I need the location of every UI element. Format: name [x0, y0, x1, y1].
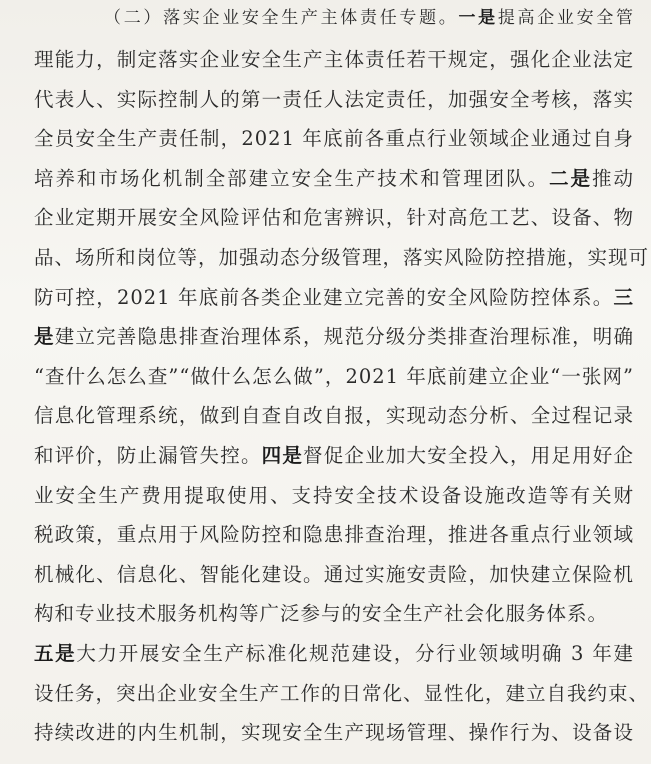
- text-line: [34, 563, 634, 587]
- bold-marker: 二是: [549, 166, 593, 190]
- text-segment: 设任务，突出企业安全生产工作的日常化、显性化，建立自我约束、: [34, 681, 650, 705]
- section-heading: [104, 6, 634, 30]
- text-segment: 机械化、信息化、智能化建设。通过实施安责险，加快建立保险机: [34, 562, 634, 586]
- text-line: [34, 286, 634, 310]
- text-segment: 信息化管理系统，做到自查自改自报，实现动态分析、全过程记录: [34, 404, 634, 428]
- text-line: [34, 642, 634, 666]
- bold-marker: 五是: [34, 642, 77, 665]
- text-line: [34, 681, 650, 706]
- text-line: [34, 444, 634, 468]
- text-line: [34, 246, 650, 270]
- bold-marker: 是: [34, 325, 55, 349]
- text-segment: 推动: [592, 166, 634, 190]
- text-segment: 防可控，2021 年底前各类企业建立完善的安全风险防控体系。: [34, 285, 614, 309]
- text-segment: 培养和市场化机制全部建立安全生产技术和管理团队。: [34, 166, 550, 190]
- text-segment: 督促企业加大安全投入，用足用好企: [303, 444, 634, 467]
- text-segment: 代表人、实际控制人的第一责任人法定责任，加强安全考核，落实: [34, 87, 634, 111]
- text-line: [34, 404, 634, 428]
- text-segment: 税政策，重点用于风险防控和隐患排查治理，推进各重点行业领域: [34, 523, 634, 547]
- text-segment: 企业定期开展安全风险评估和危害辨识，针对高危工艺、设备、物: [34, 206, 634, 230]
- heading-bold: 一是: [458, 8, 498, 28]
- text-segment: 构和专业技术服务机构等广泛参与的安全生产社会化服务体系。: [34, 602, 609, 626]
- text-segment: 和评价，防止漏管失控。: [34, 444, 262, 467]
- text-segment: 建立完善隐患排查治理体系，规范分级分类排查治理标准，明确: [54, 325, 634, 349]
- text-line: [34, 721, 634, 745]
- text-segment: 业安全生产费用提取使用、支持安全技术设备设施改造等有关财: [34, 483, 634, 507]
- text-line: [34, 167, 634, 191]
- bold-marker: 四是: [261, 444, 304, 467]
- text-line: [34, 325, 634, 349]
- heading-rest: 提高企业安全管: [497, 8, 635, 28]
- text-line: [34, 206, 634, 230]
- heading-prefix: （二）落实企业安全生产主体责任专题。: [104, 8, 459, 28]
- text-line: [34, 602, 634, 626]
- text-line: [34, 523, 634, 547]
- text-line: [34, 484, 634, 508]
- text-segment: 持续改进的内生机制，实现安全生产现场管理、操作行为、设备设: [34, 721, 634, 745]
- text-segment: 品、场所和岗位等，加强动态分级管理，落实风险防控措施，实现可: [34, 246, 650, 269]
- bold-marker: 三: [613, 285, 634, 309]
- text-segment: 理能力，制定落实企业安全生产主体责任若干规定，强化企业法定: [34, 48, 634, 71]
- text-line: [34, 365, 634, 389]
- text-segment: 大力开展安全生产标准化规范建设，分行业领域明确 3 年建: [76, 642, 634, 665]
- text-segment: 全员安全生产责任制，2021 年底前各重点行业领域企业通过自身: [34, 127, 634, 151]
- text-line: [34, 88, 634, 112]
- text-segment: “查什么怎么查”“做什么怎么做”，2021 年底前建立企业“一张网”: [34, 364, 634, 388]
- text-line: [34, 127, 634, 151]
- text-line: [34, 48, 634, 72]
